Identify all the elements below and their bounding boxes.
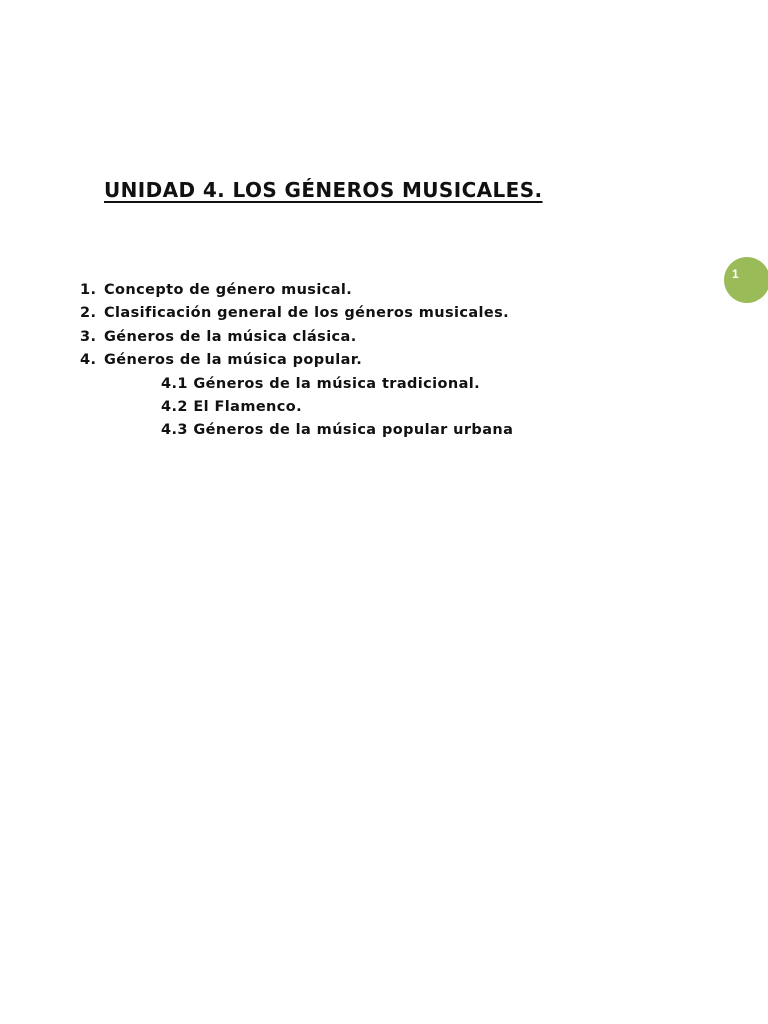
list-item-text: Clasificación general de los géneros musicales. [104,305,510,322]
page-number-badge [724,257,768,303]
list-item-text: Géneros de la música clásica. [104,328,357,345]
sub-list-item-text: 4.3 Géneros de la música popular urbana [161,422,514,439]
list-item [80,302,513,325]
list-item [80,279,513,302]
table-of-contents [80,279,513,443]
page-number: 1 [732,267,739,281]
list-item-number: 2. [80,305,97,322]
list-item [80,326,513,349]
list-item-text: Géneros de la música popular. [104,352,363,369]
sub-list-item [80,396,513,419]
list-item-number: 4. [80,352,97,369]
unit-title: UNIDAD 4. LOS GÉNEROS MUSICALES. [104,178,543,202]
sub-list-item [80,419,513,442]
list-item [80,349,513,372]
list-item-text: Concepto de género musical. [104,282,353,298]
sub-list-item-text: 4.1 Géneros de la música tradicional. [161,375,481,392]
sub-list-item-text: 4.2 El Flamenco. [161,398,303,415]
list-item-number: 3. [80,328,97,345]
list-item-number: 1. [80,282,97,298]
sub-list-item [80,373,513,396]
